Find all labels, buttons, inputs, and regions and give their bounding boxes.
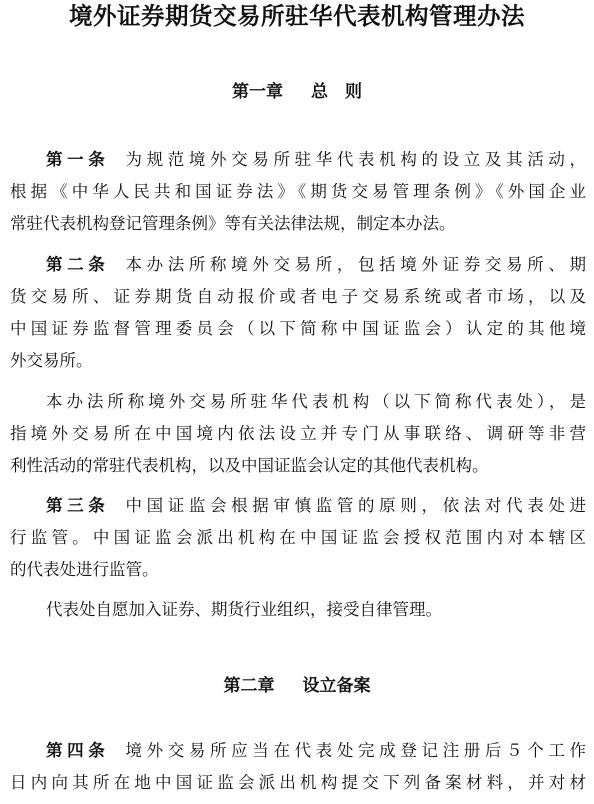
chapter-name: 设立备案	[302, 676, 371, 696]
article-4	[10, 735, 586, 799]
text-line	[10, 490, 586, 522]
article-text: 中国证监会根据审慎监管的原则，依法对代表处进	[125, 496, 586, 515]
article-2	[10, 249, 586, 377]
text-line: 代表处自愿加入证券、期货行业组织，接受自律管理。	[46, 600, 442, 619]
text-line: 的代表处进行监管。	[10, 560, 159, 579]
text-line: 利性活动的常驻代表机构，以及中国证监会认定的其他代表机构。	[10, 456, 489, 475]
text-line: 外交易所。	[10, 351, 93, 370]
text-line: 常驻代表机构登记管理条例》等有关法律法规，制定本办法。	[10, 214, 456, 233]
text-line: 日内向其所在地中国证监会派出机构提交下列备案材料，并对材	[10, 773, 586, 792]
text-line: 本办法所称境外交易所驻华代表机构（以下简称代表处），是	[46, 392, 586, 411]
text-line	[10, 249, 586, 281]
article-text: 境外交易所应当在代表处完成登记注册后５个工作	[125, 741, 586, 760]
article-label: 第四条	[46, 741, 110, 760]
chapter-number: 第二章	[223, 676, 275, 696]
text-line: 行监管。中国证监会派出机构在中国证监会授权范围内对本辖区	[10, 528, 586, 547]
article-2-paragraph-2	[10, 386, 586, 482]
text-line	[10, 735, 586, 767]
text-line: 根据《中华人民共和国证券法》《期货交易管理条例》《外国企业	[10, 182, 586, 201]
document-title: 境外证券期货交易所驻华代表机构管理办法	[69, 2, 525, 30]
article-label: 第三条	[46, 496, 110, 515]
article-text: 本办法所称境外交易所，包括境外证券交易所、期	[125, 255, 586, 274]
text-line: 指境外交易所在中国境内依法设立并专门从事联络、调研等非营	[10, 424, 586, 443]
text-line: 中国证券监督管理委员会（以下简称中国证监会）认定的其他境	[10, 319, 586, 338]
text-line	[10, 144, 586, 176]
article-1	[10, 144, 586, 240]
chapter-number: 第一章	[232, 82, 283, 102]
chapter-heading-2	[0, 674, 594, 698]
text-line: 货交易所、证券期货自动报价或者电子交易系统或者市场，以及	[10, 287, 586, 306]
article-text: 为规范境外交易所驻华代表机构的设立及其活动，	[125, 150, 586, 169]
chapter-name: 总 则	[311, 82, 362, 102]
article-3	[10, 490, 586, 586]
article-label: 第一条	[46, 150, 110, 169]
chapter-heading-1	[0, 80, 594, 104]
article-3-paragraph-2	[10, 594, 586, 626]
article-label: 第二条	[46, 255, 110, 274]
